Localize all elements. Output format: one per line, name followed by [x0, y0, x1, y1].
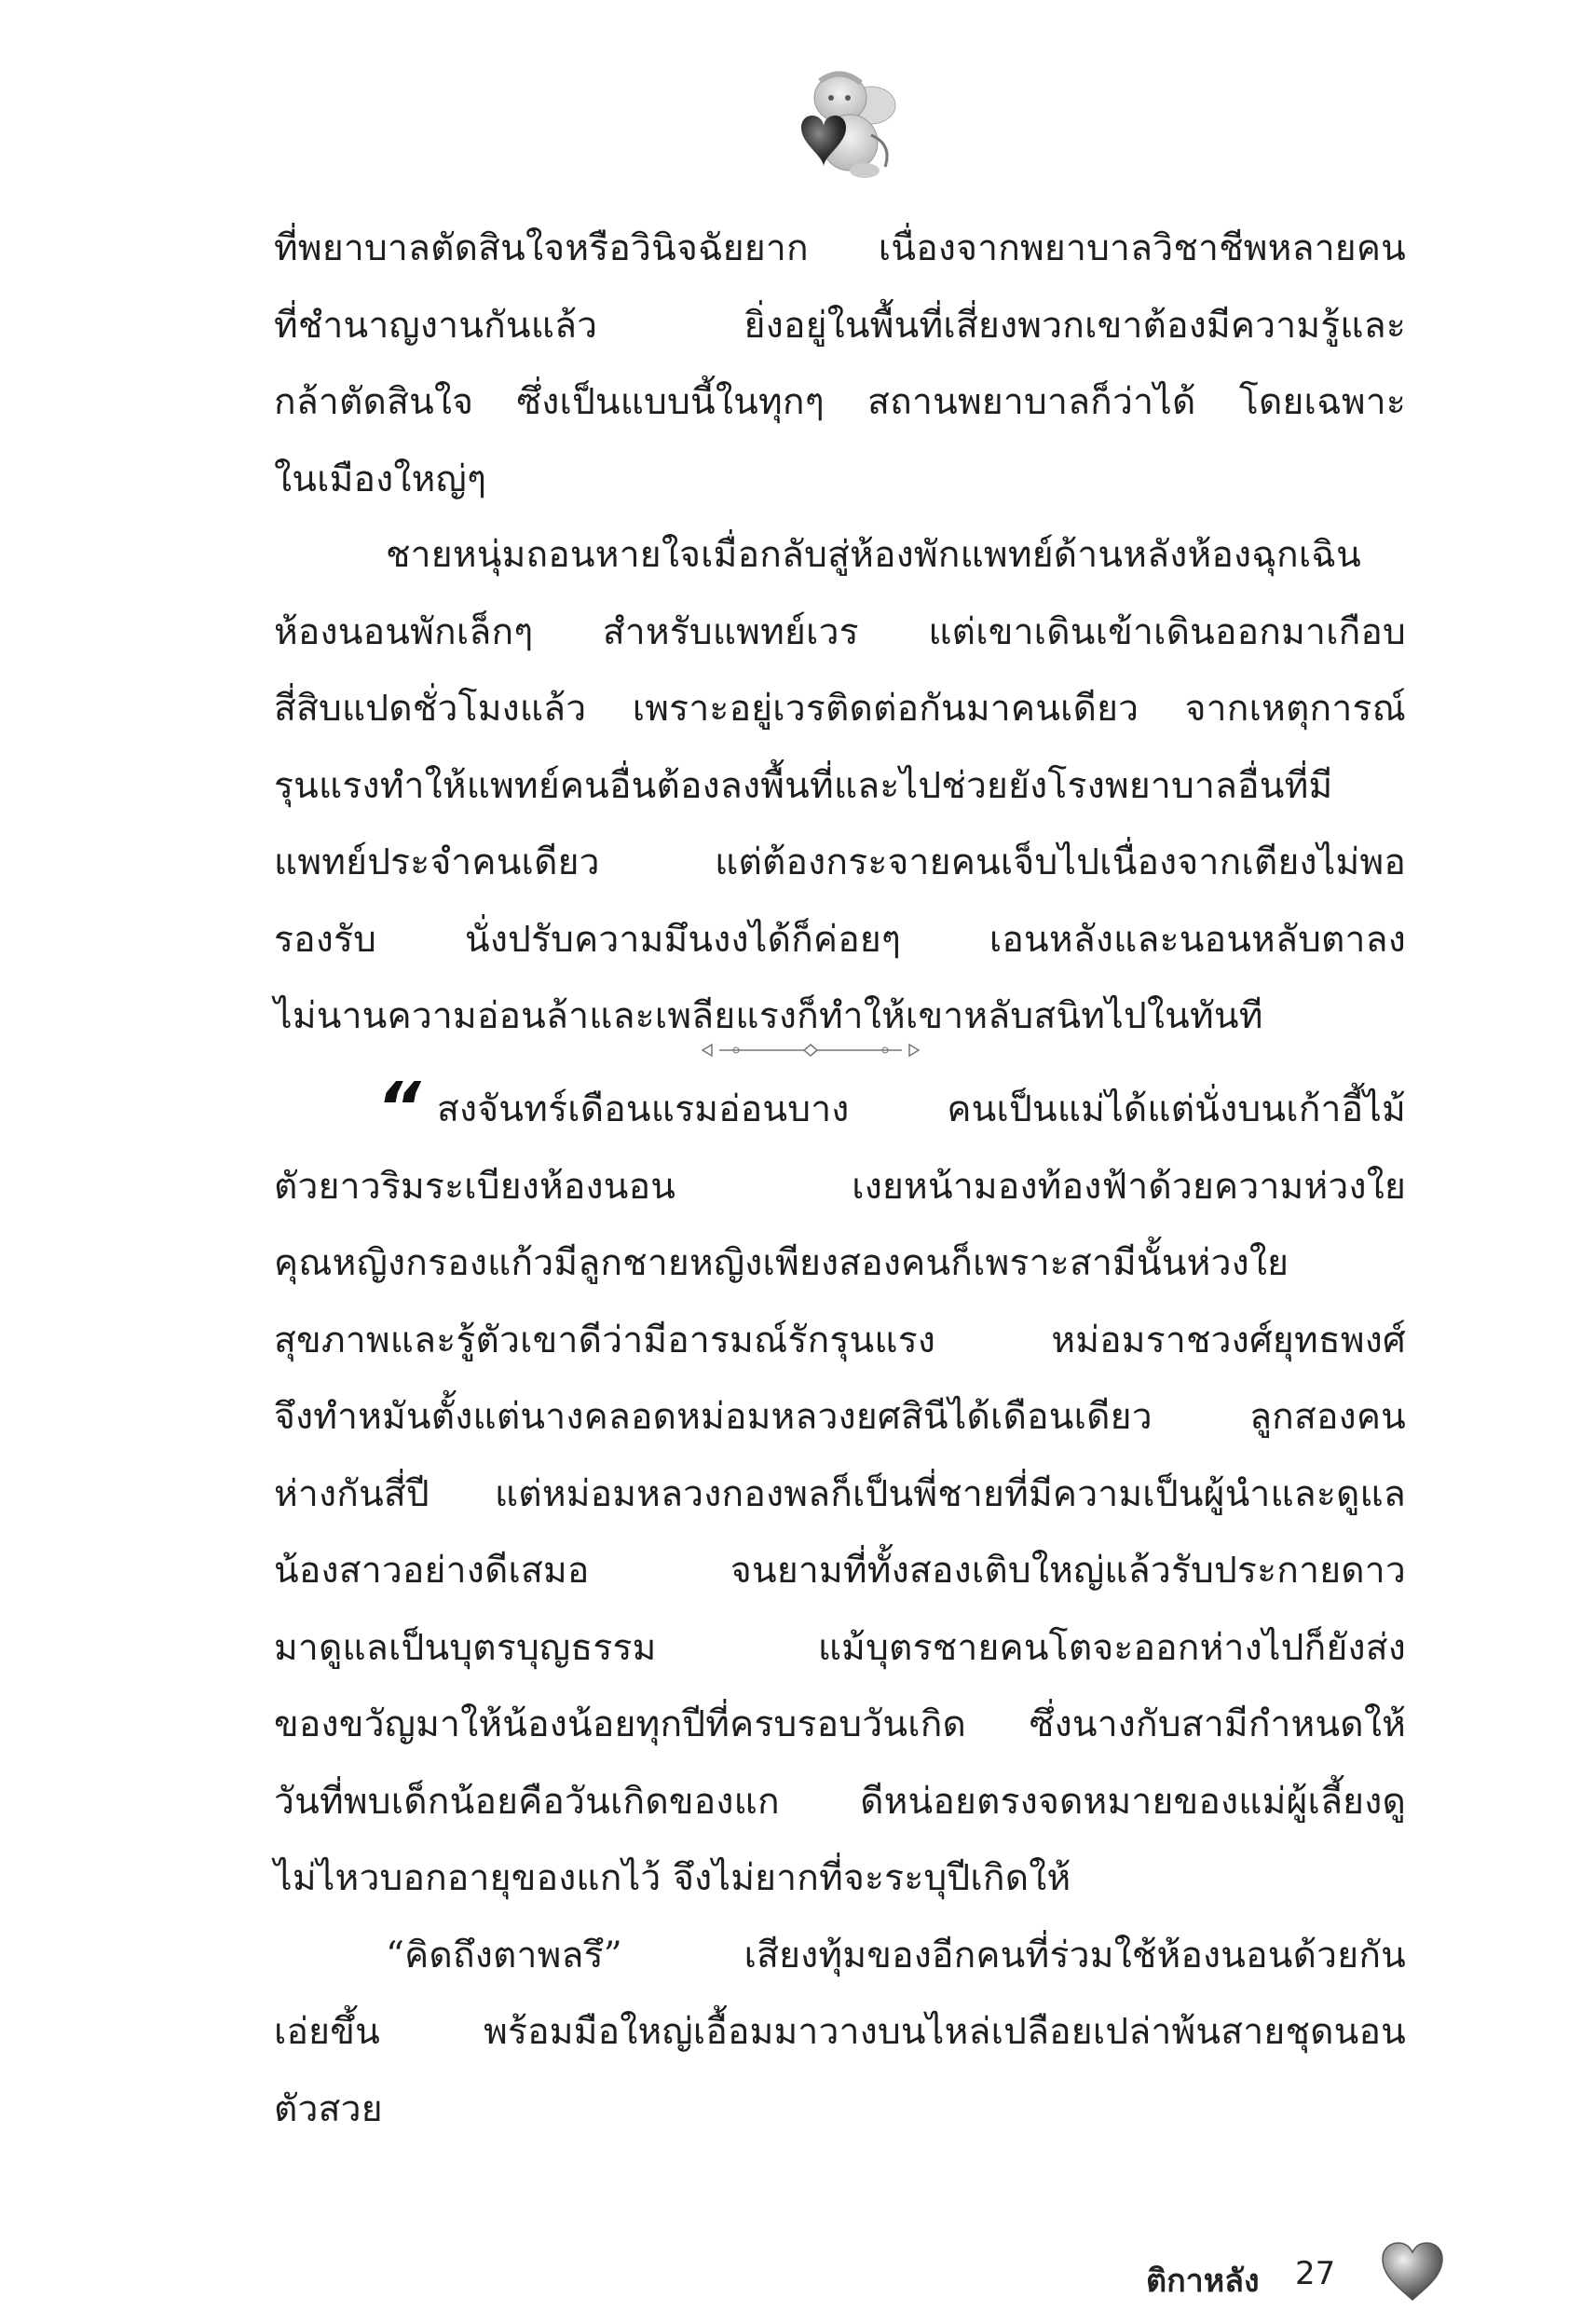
text-line: มาดูแลเป็นบุตรบุญธรรม แม้บุตรชายคนโตจะออกห่างไปก็ยังส่ง [274, 1626, 1406, 1669]
text-line: สงจันทร์เดือนแรมอ่อนบาง คนเป็นแม่ได้แต่นั่งบนเก้าอี้ไม้ [437, 1088, 1406, 1130]
text-line: สี่สิบแปดชั่วโมงแล้ว เพราะอยู่เวรติดต่อกันมาคนเดียว จากเหตุการณ์ [274, 688, 1406, 730]
page-number: 27 [1295, 2255, 1336, 2292]
text-line: ห้องนอนพักเล็กๆ สำหรับแพทย์เวร แต่เขาเดินเข้าเดินออกมาเกือบ [274, 610, 1406, 653]
paragraph-3 [274, 1068, 1406, 2148]
text-line: จึงทำหมันตั้งแต่นางคลอดหม่อมหลวงยศสินีได้เดือนเดียว ลูกสองคน [274, 1396, 1406, 1438]
text-line: วันที่พบเด็กน้อยคือวันเกิดของแก ดีหน่อยตรงจดหมายของแม่ผู้เลี้ยงดู [274, 1780, 1406, 1823]
text-line: ของขวัญมาให้น้องน้อยทุกปีที่ครบรอบวันเกิด ซึ่งนางกับสามีกำหนดให้ [274, 1703, 1406, 1745]
cupid-with-heart-icon [783, 70, 904, 182]
text-line: เอ่ยขึ้น พร้อมมือใหญ่เอื้อมมาวางบนไหล่เปลือยเปล่าพ้นสายชุดนอน [274, 2011, 1406, 2053]
book-title: ติกาหลัง [1146, 2263, 1260, 2300]
text-line: ชายหนุ่มถอนหายใจเมื่อกลับสู่ห้องพักแพทย์ด้านหลังห้องฉุกเฉิน [386, 534, 1362, 576]
text-line: ที่ชำนาญงานกันแล้ว ยิ่งอยู่ในพื้นที่เสี่ยงพวกเขาต้องมีความรู้และ [274, 304, 1406, 347]
text-line: แพทย์ประจำคนเดียว แต่ต้องกระจายคนเจ็บไปเนื่องจากเตียงไม่พอ [274, 841, 1406, 883]
text-line: ตัวยาวริมระเบียงห้องนอน เงยหน้ามองท้องฟ้าด้วยความห่วงใย [274, 1165, 1406, 1208]
open-quote-mark: “ [376, 1068, 421, 1148]
heart-icon [1379, 2240, 1446, 2304]
text-line: ในเมืองใหญ่ๆ [274, 458, 487, 500]
text-line: ห่างกันสี่ปี แต่หม่อมหลวงกองพลก็เป็นพี่ชายที่มีความเป็นผู้นำและดูแล [274, 1472, 1406, 1515]
paragraph-1 [274, 211, 1406, 518]
text-line: รองรับ นั่งปรับความมึนงงได้ก็ค่อยๆ เอนหลังและนอนหลับตาลง [274, 918, 1406, 961]
text-line: รุนแรงทำให้แพทย์คนอื่นต้องลงพื้นที่และไปช่วยยังโรงพยาบาลอื่นที่มี [274, 764, 1333, 807]
text-line: น้องสาวอย่างดีเสมอ จนยามที่ทั้งสองเติบใหญ่แล้วรับประกายดาว [274, 1550, 1406, 1592]
text-line: กล้าตัดสินใจ ซึ่งเป็นแบบนี้ในทุกๆ สถานพยาบาลก็ว่าได้ โดยเฉพาะ [274, 381, 1406, 423]
text-line: คุณหญิงกรองแก้วมีลูกชายหญิงเพียงสองคนก็เพราะสามีนั้นห่วงใย [274, 1242, 1289, 1284]
text-line-dropcap [274, 1068, 1406, 1149]
text-line: สุขภาพและรู้ตัวเขาดีว่ามีอารมณ์รักรุนแรง หม่อมราชวงศ์ยุทธพงศ์ [274, 1319, 1406, 1361]
paragraph-2 [274, 517, 1406, 1056]
text-line: “คิดถึงตาพลรึ” เสียงทุ้มของอีกคนที่ร่วมใช้ห้องนอนด้วยกัน [386, 1934, 1406, 1976]
text-line: ตัวสวย [274, 2087, 383, 2130]
ornamental-divider-icon [699, 1036, 922, 1064]
text-line: ที่พยาบาลตัดสินใจหรือวินิจฉัยยาก เนื่องจากพยาบาลวิชาชีพหลายคน [274, 227, 1406, 269]
text-line: ไม่นานความอ่อนล้าและเพลียแรงก็ทำให้เขาหลับสนิทไปในทันที [274, 995, 1263, 1037]
text-line: ไม่ไหวบอกอายุของแกไว้ จึงไม่ยากที่จะระบุปีเกิดให้ [274, 1857, 1071, 1899]
